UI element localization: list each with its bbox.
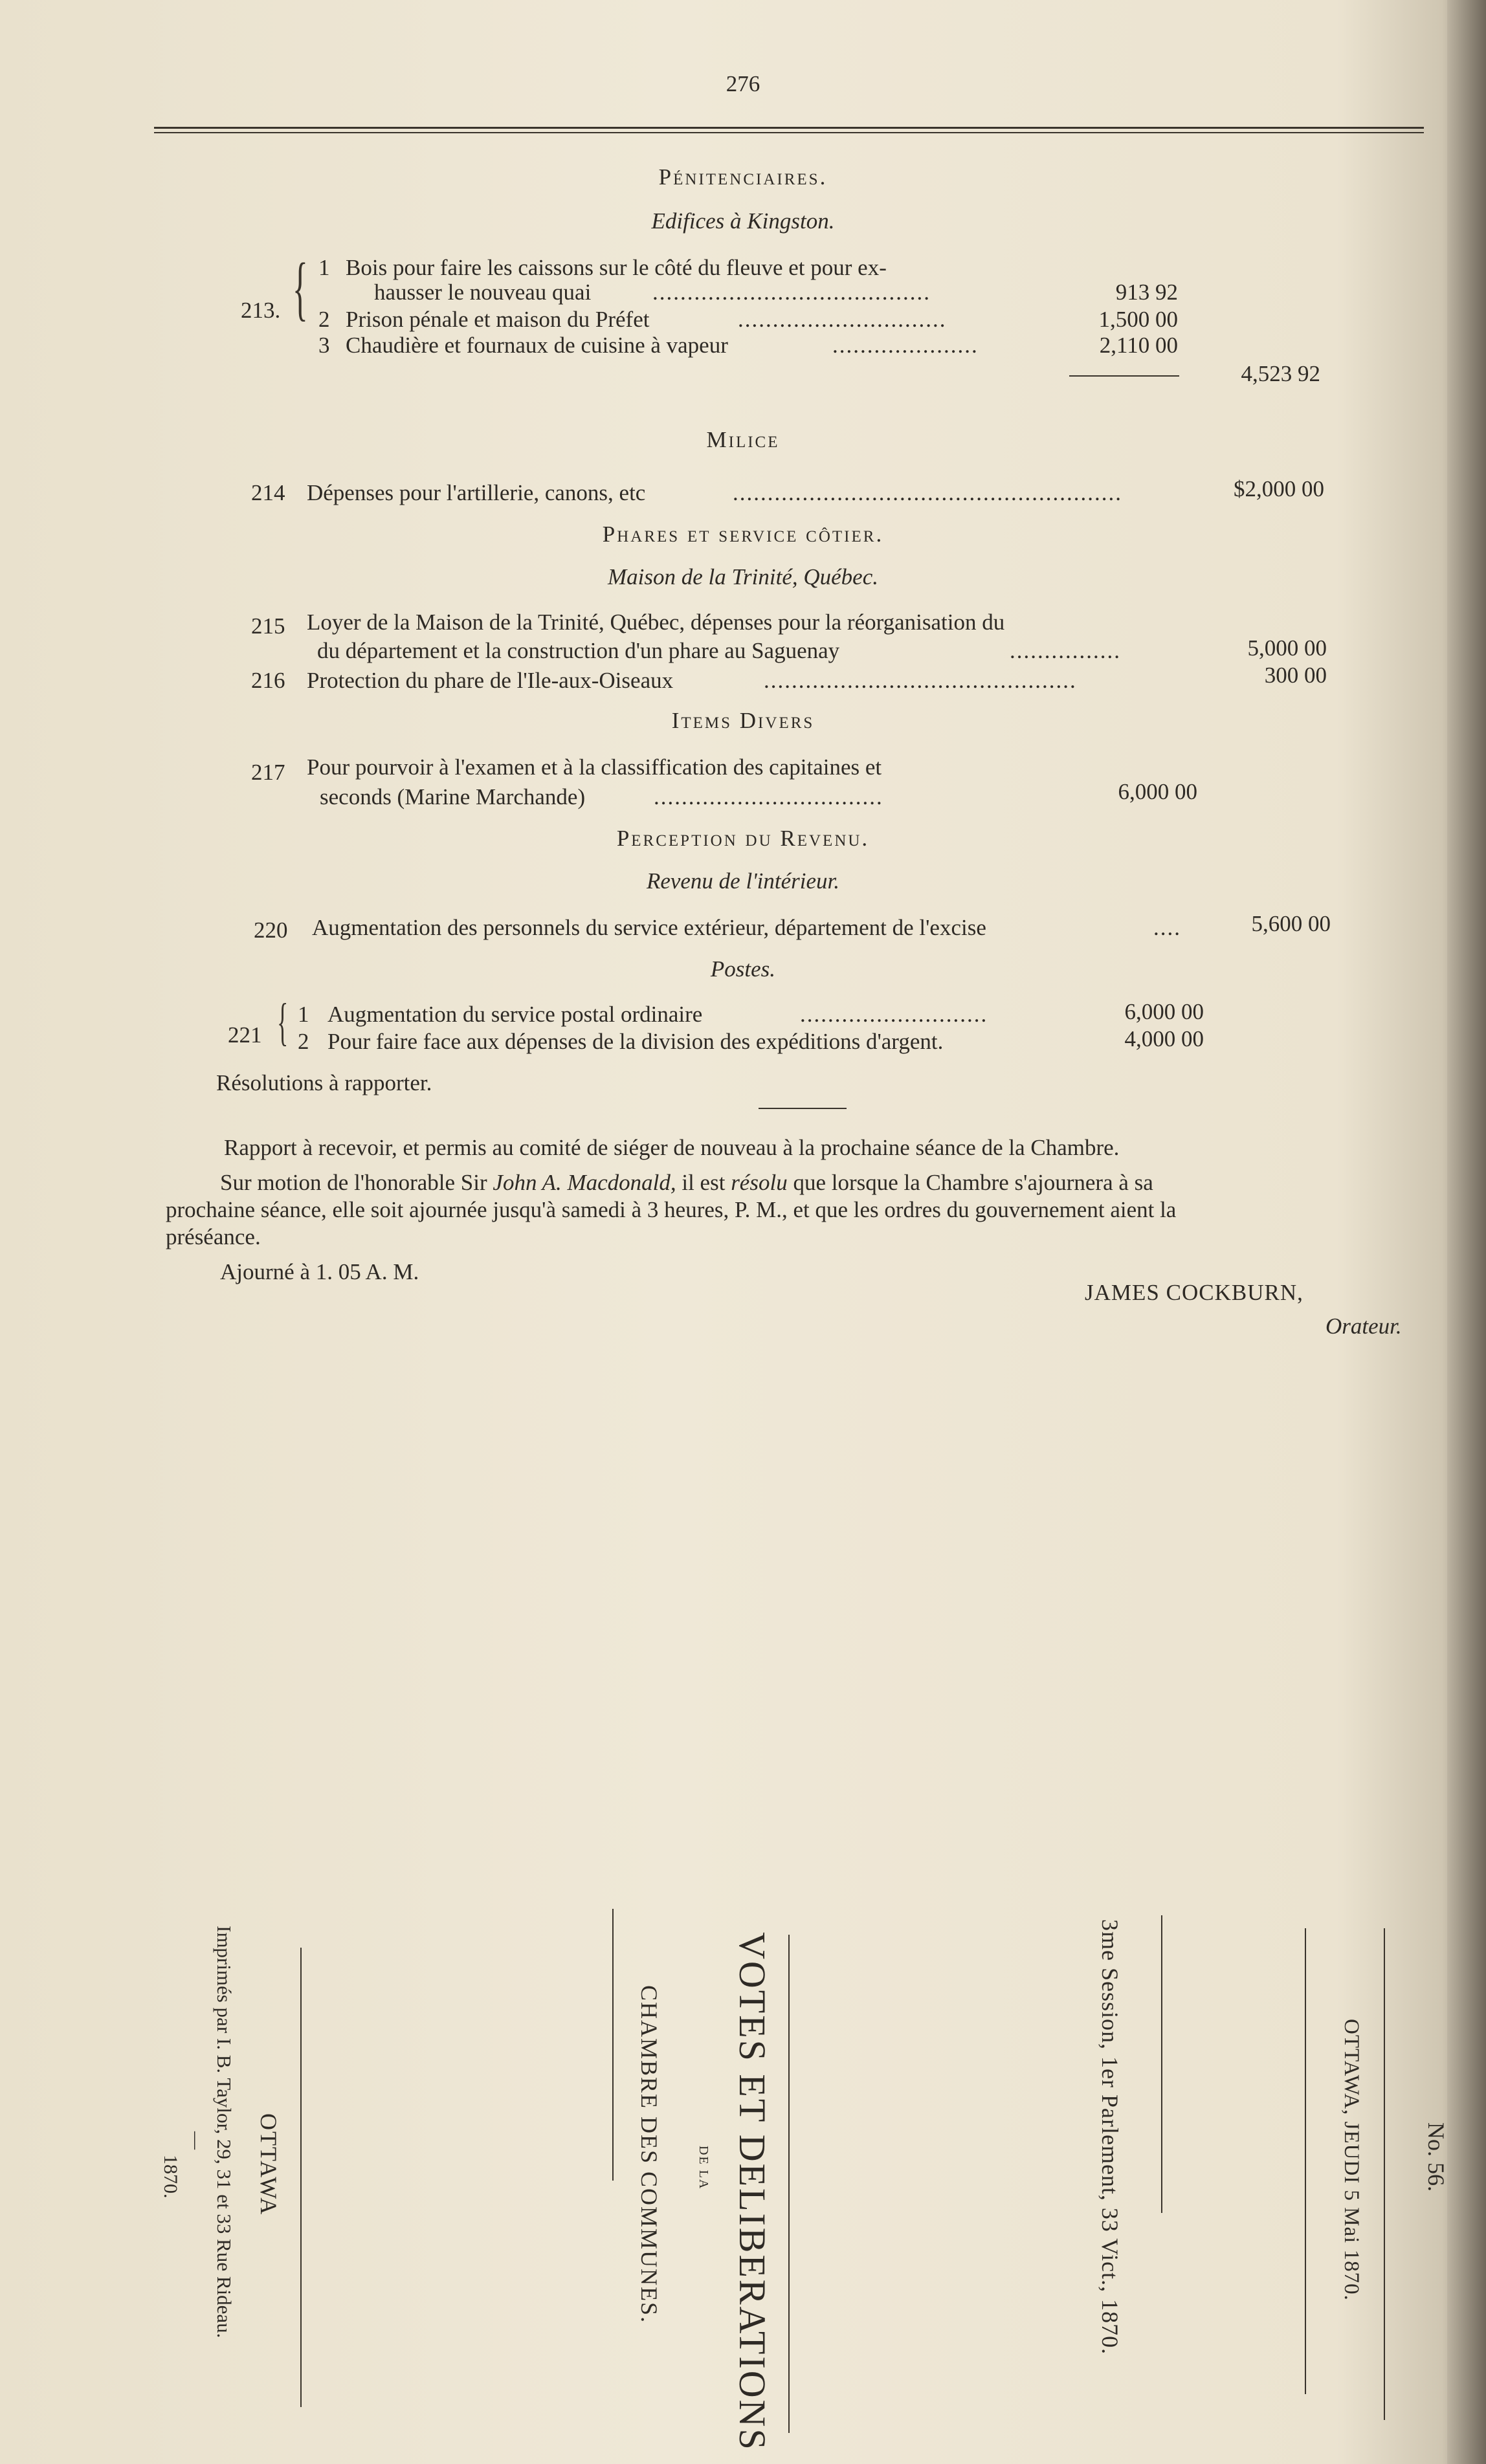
item-number-213: 213. xyxy=(241,298,281,323)
subtotal-rule xyxy=(1069,375,1179,377)
section-heading-phares: Phares et service côtier. xyxy=(602,522,884,547)
item-215-num: 215 xyxy=(251,613,285,639)
item-221-1-text: Augmentation du service postal ordinaire xyxy=(327,1002,703,1027)
amount-213-2: 1,500 00 xyxy=(1098,307,1178,332)
leader-dots: ........................................ xyxy=(652,280,931,305)
item-213-1b-text: hausser le nouveau quai xyxy=(374,280,592,305)
signature-title: Orateur. xyxy=(1325,1314,1402,1339)
item-214-num: 214 xyxy=(251,480,285,505)
item-217-line1: Pour pourvoir à l'examen et à la classiffication des capitaines et xyxy=(307,754,882,780)
section-heading-penitenciaires: Pénitenciaires. xyxy=(658,164,828,190)
page-number: 276 xyxy=(726,71,760,96)
cover-rule xyxy=(1384,1928,1385,2420)
amount-213-1: 913 92 xyxy=(1115,280,1178,305)
item-220-num: 220 xyxy=(254,918,288,943)
motion-line-1 xyxy=(220,1169,1153,1197)
motion-resolu: résolu xyxy=(731,1170,788,1195)
section-heading-items-divers: Items Divers xyxy=(671,708,815,733)
item-217-line2: seconds (Marine Marchande) xyxy=(320,784,586,809)
cover-rule xyxy=(1161,1915,1162,2213)
subheading-trinite: Maison de la Trinité, Québec. xyxy=(607,564,878,589)
cover-session: 3me Session, 1er Parlement, 33 Vict., 1870. xyxy=(1097,1919,1123,2355)
leader-dots: ................ xyxy=(1010,638,1121,663)
brace-221: { xyxy=(277,994,289,1051)
item-213-3-num: 3 xyxy=(318,333,330,358)
rapport-paragraph: Rapport à recevoir, et permis au comité de siéger de nouveau à la prochaine séance de la Chambre. xyxy=(224,1135,1120,1160)
item-213-2-text: Prison pénale et maison du Préfet xyxy=(346,307,650,332)
item-213-3-text: Chaudière et fournaux de cuisine à vapeur xyxy=(346,333,728,358)
header-rule-bottom xyxy=(154,132,1424,133)
leader-dots: .... xyxy=(1153,915,1181,940)
motion-text: que lorsque la Chambre s'ajournera à sa xyxy=(787,1170,1153,1195)
item-216-num: 216 xyxy=(251,668,285,693)
subheading-revenu: Revenu de l'intérieur. xyxy=(646,868,840,894)
motion-line-3: préséance. xyxy=(166,1224,261,1249)
leader-dots: ................................. xyxy=(654,784,883,809)
section-divider xyxy=(759,1108,847,1109)
leader-dots: ............................................. xyxy=(764,668,1077,693)
amount-214: $2,000 00 xyxy=(1234,476,1324,501)
amount-221-1: 6,000 00 xyxy=(1124,999,1204,1024)
item-217-num: 217 xyxy=(251,760,285,785)
amount-221-2: 4,000 00 xyxy=(1124,1026,1204,1051)
cover-rule xyxy=(1305,1928,1306,2394)
cover-rule xyxy=(612,1909,614,2181)
amount-215: 5,000 00 xyxy=(1247,635,1327,661)
amount-217: 6,000 00 xyxy=(1118,779,1197,804)
cover-number: No. 56. xyxy=(1423,2122,1449,2192)
signature-name: JAMES COCKBURN, xyxy=(1085,1280,1303,1305)
cover-title: VOTES ET DELIBERATIONS xyxy=(731,1932,773,2452)
motion-name: John A. Macdonald, xyxy=(493,1170,676,1195)
cover-rule xyxy=(300,1948,302,2407)
subheading-postes: Postes. xyxy=(710,956,776,982)
item-216-text: Protection du phare de l'Ile-aux-Oiseaux xyxy=(307,668,674,693)
cover-dash: — xyxy=(186,2131,206,2150)
motion-text: Sur motion de l'honorable Sir xyxy=(220,1170,493,1195)
resolutions-text: Résolutions à rapporter. xyxy=(216,1070,432,1095)
item-220-text: Augmentation des personnels du service extérieur, département de l'excise xyxy=(312,915,986,940)
item-215-line1: Loyer de la Maison de la Trinité, Québec, dépenses pour la réorganisation du xyxy=(307,610,1005,635)
cover-printer: Imprimés par I. B. Taylor, 29, 31 et 33 Rue Rideau. xyxy=(213,1926,236,2338)
cover-de-la: DE LA xyxy=(696,2146,711,2190)
brace-213: { xyxy=(293,248,308,327)
item-221-2-num: 2 xyxy=(298,1029,309,1054)
item-215-line2: du département et la construction d'un phare au Saguenay xyxy=(317,638,840,663)
amount-220: 5,600 00 xyxy=(1251,911,1331,936)
section-heading-milice: Milice xyxy=(706,427,780,452)
section-heading-perception: Perception du Revenu. xyxy=(616,826,870,851)
amount-213-3: 2,110 00 xyxy=(1099,333,1178,358)
cover-chamber: CHAMBRE DES COMMUNES. xyxy=(636,1985,662,2324)
subheading-kingston: Edifices à Kingston. xyxy=(651,208,835,234)
item-213-2-num: 2 xyxy=(318,307,330,332)
page-edge-shadow xyxy=(1447,0,1486,2464)
item-221-1-num: 1 xyxy=(298,1002,309,1027)
adjourn-text: Ajourné à 1. 05 A. M. xyxy=(220,1259,419,1284)
leader-dots: ........................................................ xyxy=(733,480,1122,505)
cover-year: 1870. xyxy=(160,2155,181,2199)
cover-date: OTTAWA, JEUDI 5 Mai 1870. xyxy=(1340,2019,1363,2301)
item-number-221: 221 xyxy=(228,1022,262,1048)
item-221-2-text: Pour faire face aux dépenses de la division des expéditions d'argent. xyxy=(327,1029,944,1054)
header-rule-top xyxy=(154,127,1424,129)
amount-216: 300 00 xyxy=(1264,663,1327,688)
item-213-1-text: Bois pour faire les caissons sur le côté du fleuve et pour ex- xyxy=(346,255,887,280)
cover-rule xyxy=(788,1935,790,2433)
leader-dots: .............................. xyxy=(738,307,947,332)
cover-city: OTTAWA xyxy=(256,2113,282,2216)
motion-line-2: prochaine séance, elle soit ajournée jusqu'à samedi à 3 heures, P. M., et que les ordres du gouvernement aient la xyxy=(166,1197,1177,1222)
motion-text: il est xyxy=(676,1170,731,1195)
leader-dots: ........................... xyxy=(800,1002,988,1027)
total-213: 4,523 92 xyxy=(1241,361,1320,386)
item-213-1-num: 1 xyxy=(318,255,330,280)
leader-dots: ..................... xyxy=(832,333,979,358)
item-214-text: Dépenses pour l'artillerie, canons, etc xyxy=(307,480,646,505)
